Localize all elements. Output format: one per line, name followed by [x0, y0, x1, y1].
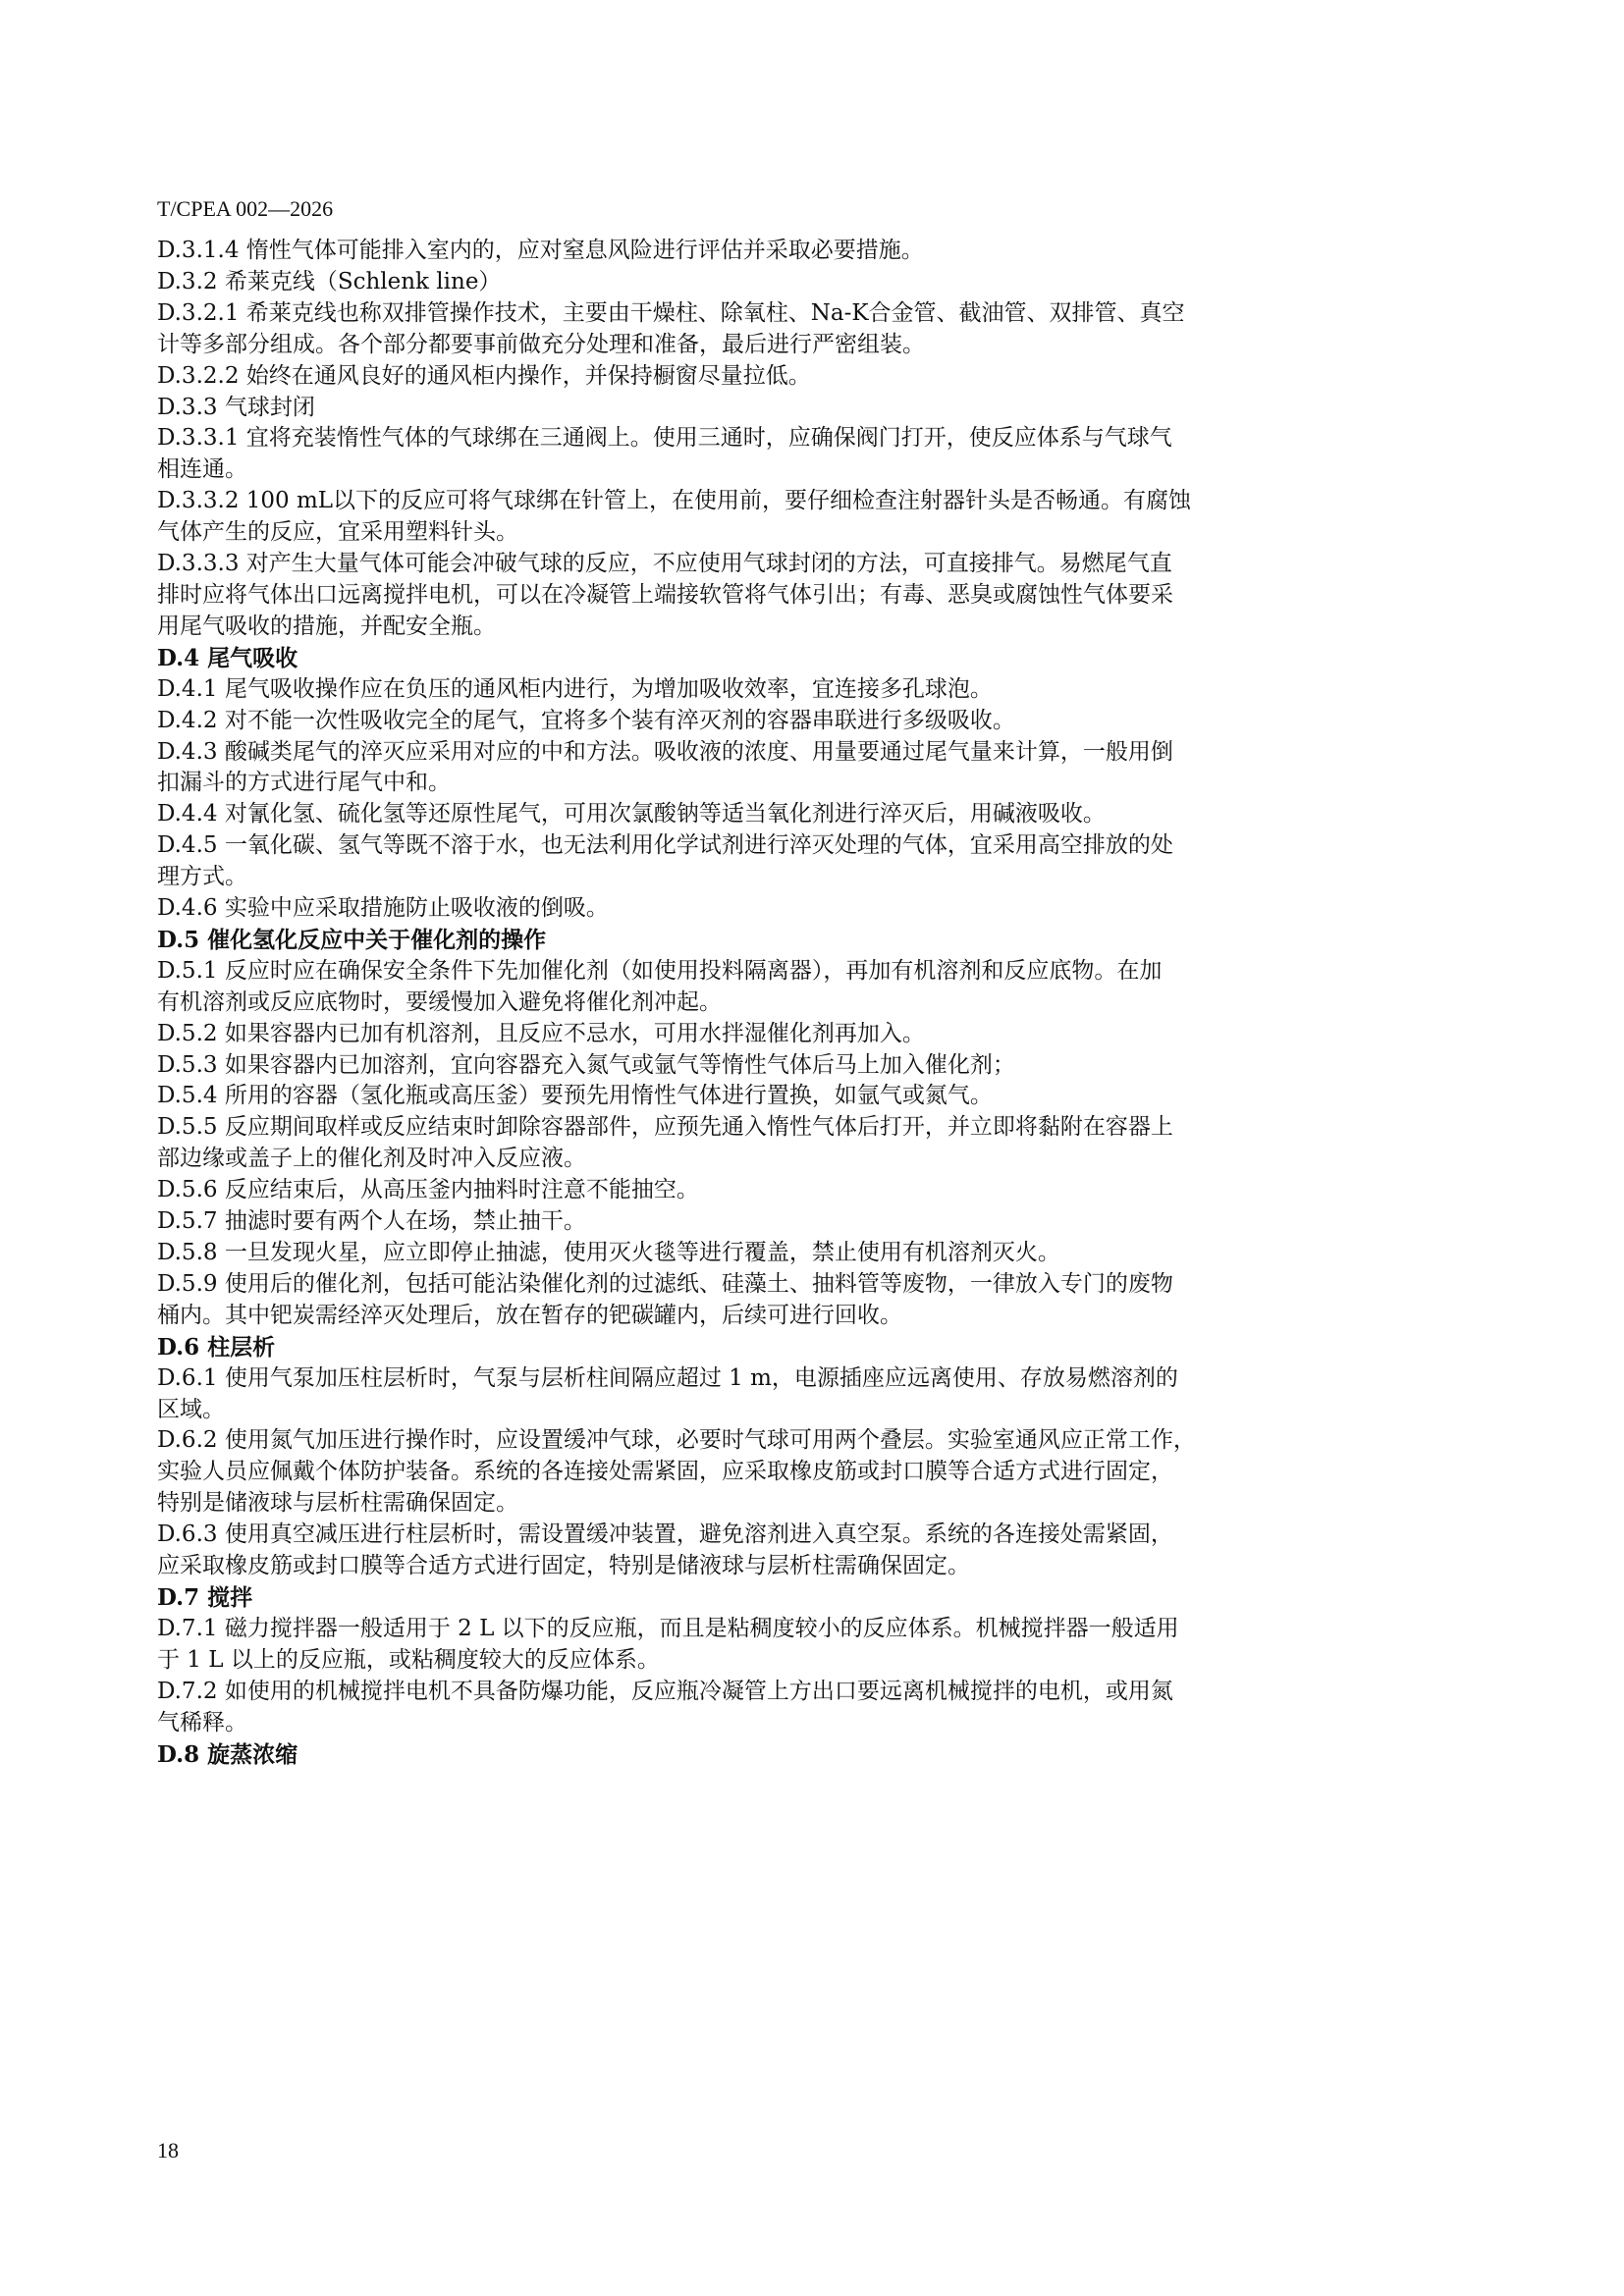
paragraph-line: 区域。 — [157, 1396, 225, 1422]
paragraph-line: D.3.3.2 100 mL以下的反应可将气球绑在针管上，在使用前，要仔细检查注射器针头是否畅通。有腐蚀 — [157, 488, 1192, 514]
paragraph-line: D.4.4 对氰化氢、硫化氢等还原性尾气，可用次氯酸钠等适当氧化剂进行淬灭后，用碱液吸收。 — [157, 801, 1106, 828]
paragraph-line: 气稀释。 — [157, 1709, 247, 1735]
page-number: 18 — [157, 2138, 179, 2163]
paragraph-line: D.7.2 如使用的机械搅拌电机不具备防爆功能，反应瓶冷凝管上方出口要远离机械搅拌的电机，或用氮 — [157, 1678, 1173, 1704]
paragraph-line: D.6.3 使用真空减压进行柱层析时，需设置缓冲装置，避免溶剂进入真空泵。系统的各连接处需紧固， — [157, 1522, 1173, 1548]
paragraph-line: 特别是储液球与层析柱需确保固定。 — [157, 1490, 518, 1517]
paragraph-line: 于 1 L 以上的反应瓶，或粘稠度较大的反应体系。 — [157, 1646, 660, 1673]
paragraph-line: 排时应将气体出口远离搅拌电机，可以在冷凝管上端接软管将气体引出；有毒、恶臭或腐蚀性气体要采 — [157, 581, 1173, 608]
paragraph-line: 桶内。其中钯炭需经淬灭处理后，放在暂存的钯碳罐内，后续可进行回收。 — [157, 1302, 902, 1328]
paragraph-line: D.3.3 气球封闭 — [157, 394, 315, 420]
paragraph-line: 实验人员应佩戴个体防护装备。系统的各连接处需紧固，应采取橡皮筋或封口膜等合适方式进行固定， — [157, 1459, 1173, 1485]
paragraph-line: D.4.6 实验中应采取措施防止吸收液的倒吸。 — [157, 895, 609, 922]
paragraph-line: D.4.5 一氧化碳、氢气等既不溶于水，也无法利用化学试剂进行淬灭处理的气体，宜采用高空排放的处 — [157, 832, 1173, 859]
paragraph-line: D.5.1 反应时应在确保安全条件下先加催化剂（如使用投料隔离器），再加有机溶剂和反应底物。在加 — [157, 957, 1163, 984]
section-heading: D.7 搅拌 — [157, 1583, 253, 1611]
paragraph-line: D.3.1.4 惰性气体可能排入室内的，应对窒息风险进行评估并采取必要措施。 — [157, 238, 924, 263]
section-heading: D.5 催化氢化反应中关于催化剂的操作 — [157, 926, 547, 953]
paragraph-line: D.4.2 对不能一次性吸收完全的尾气，宜将多个装有淬灭剂的容器串联进行多级吸收。 — [157, 707, 1015, 733]
paragraph-line: D.6.1 使用气泵加压柱层析时，气泵与层析柱间隔应超过 1 m，电源插座应远离使用、存放易燃溶剂的 — [157, 1364, 1178, 1391]
paragraph-line: 有机溶剂或反应底物时，要缓慢加入避免将催化剂冲起。 — [157, 988, 722, 1015]
paragraph-line: D.5.5 反应期间取样或反应结束时卸除容器部件，应预先通入惰性气体后打开，并立即将黏附在容器上 — [157, 1114, 1173, 1141]
document-id-header: T/CPEA 002—2026 — [157, 196, 334, 221]
paragraph-line: D.5.2 如果容器内已加有机溶剂，且反应不忌水，可用水拌湿催化剂再加入。 — [157, 1020, 925, 1046]
paragraph-line: 计等多部分组成。各个部分都要事前做充分处理和准备，最后进行严密组装。 — [157, 331, 925, 357]
paragraph-line: 扣漏斗的方式进行尾气中和。 — [157, 770, 451, 796]
paragraph-line: 理方式。 — [157, 864, 247, 890]
paragraph-line: D.3.3.1 宜将充装惰性气体的气球绑在三通阀上。使用三通时，应确保阀门打开，使反应体系与气球气 — [157, 425, 1172, 452]
paragraph-line: D.7.1 磁力搅拌器一般适用于 2 L 以下的反应瓶，而且是粘稠度较小的反应体系。机械搅拌器一般适用 — [157, 1615, 1179, 1641]
paragraph-line: D.5.3 如果容器内已加溶剂，宜向容器充入氮气或氩气等惰性气体后马上加入催化剂； — [157, 1051, 1015, 1078]
paragraph-line: D.6.2 使用氮气加压进行操作时，应设置缓冲气球，必要时气球可用两个叠层。实验室通风应正常工作， — [157, 1427, 1196, 1454]
paragraph-line: 用尾气吸收的措施，并配安全瓶。 — [157, 613, 496, 639]
paragraph-line: D.3.2 希莱克线（Schlenk line） — [157, 268, 502, 294]
paragraph-line: 部边缘或盖子上的催化剂及时冲入反应液。 — [157, 1146, 586, 1172]
paragraph-line: D.5.4 所用的容器（氢化瓶或高压釜）要预先用惰性气体进行置换，如氩气或氮气。 — [157, 1083, 993, 1109]
paragraph-line: D.5.8 一旦发现火星，应立即停止抽滤，使用灭火毯等进行覆盖，禁止使用有机溶剂灭火。 — [157, 1240, 1060, 1265]
paragraph-line: D.3.3.3 对产生大量气体可能会冲破气球的反应，不应使用气球封闭的方法，可直接排气。易燃尾气直 — [157, 551, 1172, 577]
paragraph-line: 应采取橡皮筋或封口膜等合适方式进行固定，特别是储液球与层析柱需确保固定。 — [157, 1553, 970, 1579]
paragraph-line: D.3.2.1 希莱克线也称双排管操作技术，主要由干燥柱、除氧柱、Na-K合金管、截油管、双排管、真空 — [157, 299, 1185, 326]
section-heading: D.6 柱层析 — [157, 1333, 276, 1361]
section-heading: D.8 旋蒸浓缩 — [157, 1740, 298, 1768]
paragraph-line: D.5.6 反应结束后，从高压釜内抽料时注意不能抽空。 — [157, 1177, 699, 1203]
paragraph-line: D.4.1 尾气吸收操作应在负压的通风柜内进行，为增加吸收效率，宜连接多孔球泡。 — [157, 675, 993, 702]
document-body — [157, 236, 1453, 1770]
paragraph-line: D.3.2.2 始终在通风良好的通风柜内操作，并保持橱窗尽量拉低。 — [157, 362, 811, 389]
paragraph-line: 相连通。 — [157, 456, 247, 483]
paragraph-line: D.4.3 酸碱类尾气的淬灭应采用对应的中和方法。吸收液的浓度、用量要通过尾气量来计算，一般用倒 — [157, 738, 1173, 765]
paragraph-line: D.5.9 使用后的催化剂，包括可能沾染催化剂的过滤纸、硅藻土、抽料管等废物，一律放入专门的废物 — [157, 1270, 1173, 1297]
paragraph-line: 气体产生的反应，宜采用塑料针头。 — [157, 519, 518, 546]
paragraph-line: D.5.7 抽滤时要有两个人在场，禁止抽干。 — [157, 1208, 586, 1235]
section-heading: D.4 尾气吸收 — [157, 644, 298, 671]
